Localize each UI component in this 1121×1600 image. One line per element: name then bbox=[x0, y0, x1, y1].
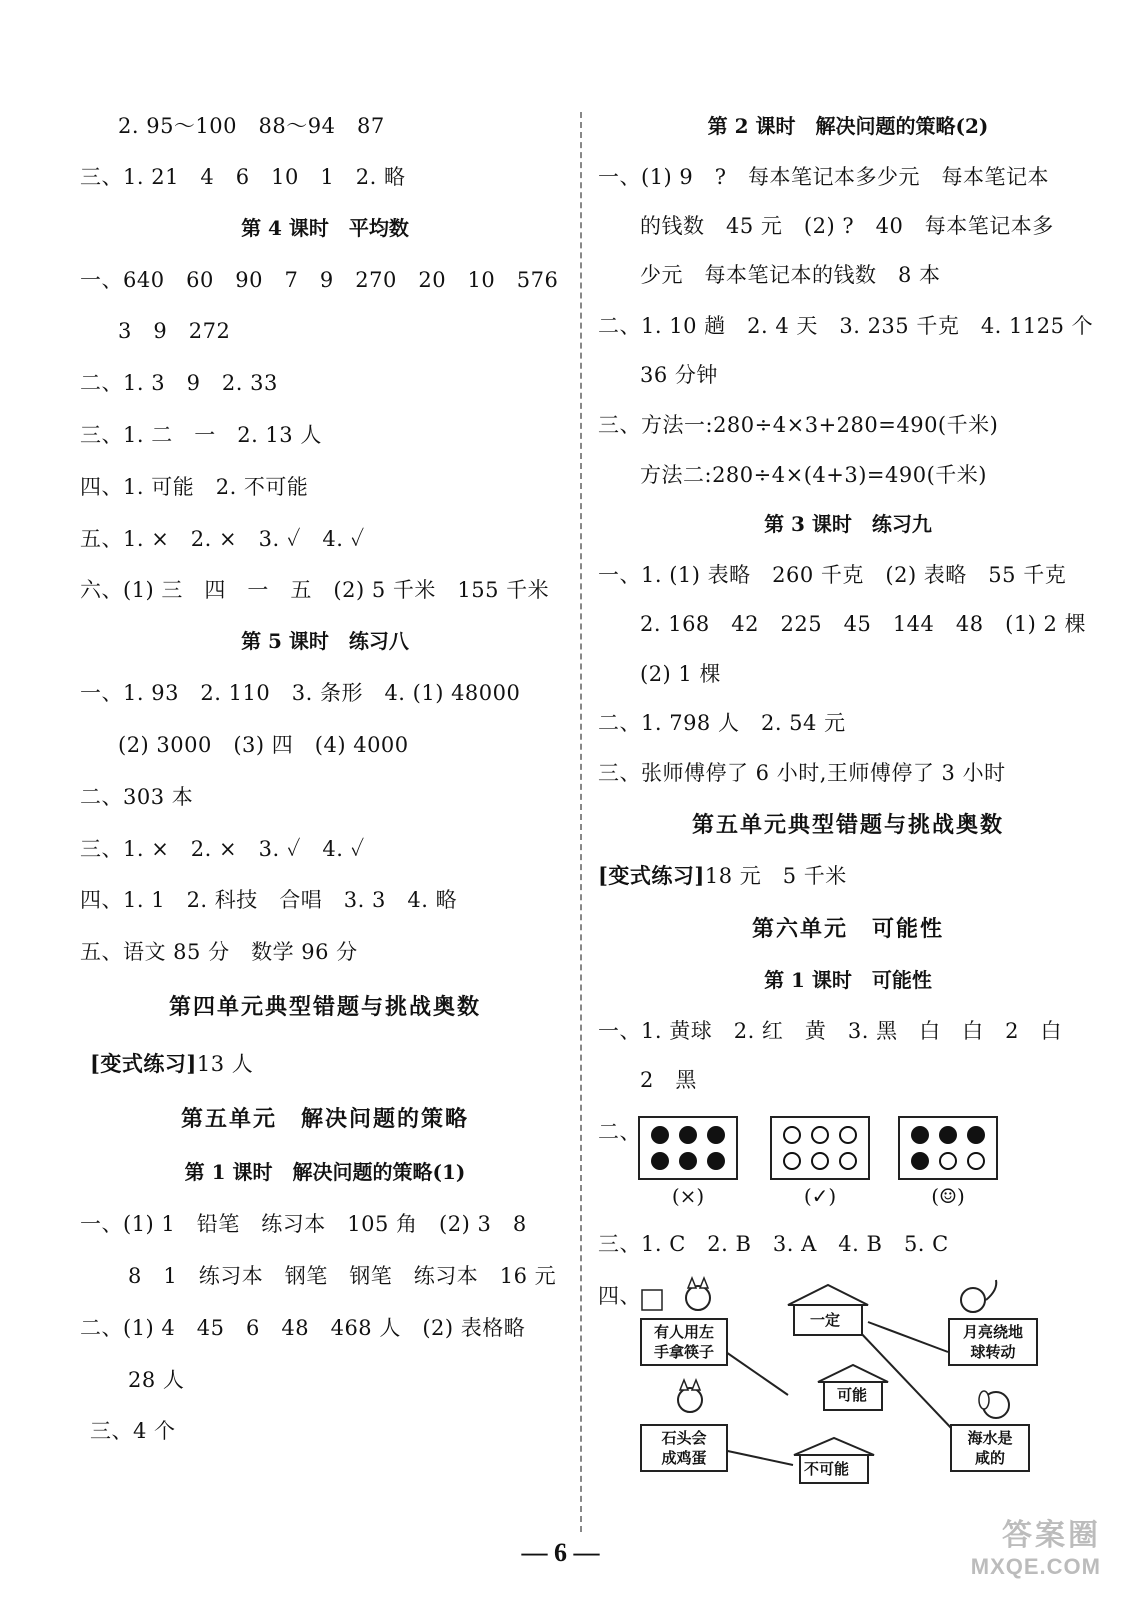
house-label: 一定 bbox=[810, 1311, 841, 1329]
lesson-heading: 第 4 课时 平均数 bbox=[241, 216, 409, 240]
house-label: 可能 bbox=[837, 1386, 868, 1404]
answer-line: 二、(1) 4 45 6 48 468 人 (2) 表格略 bbox=[80, 1316, 526, 1340]
dot-box-1 bbox=[638, 1116, 738, 1180]
black-ball bbox=[939, 1126, 957, 1144]
answer-line: 少元 每本笔记本的钱数 8 本 bbox=[640, 263, 941, 287]
answer-line: 四、1. 可能 2. 不可能 bbox=[80, 475, 309, 499]
watermark-url: MXQE.COM bbox=[970, 1554, 1101, 1579]
answer-line: 三、1. 21 4 6 10 1 2. 略 bbox=[80, 165, 406, 189]
dog-icon bbox=[961, 1280, 996, 1312]
white-ball bbox=[939, 1152, 957, 1170]
match-line bbox=[723, 1450, 793, 1465]
answer-line: 三、1. × 2. × 3. ✓ 4. ✓ bbox=[80, 837, 365, 861]
question-label: 四、 bbox=[598, 1284, 641, 1308]
black-ball bbox=[679, 1126, 697, 1144]
black-ball bbox=[679, 1152, 697, 1170]
answer-line: 36 分钟 bbox=[640, 363, 718, 387]
black-ball bbox=[651, 1126, 669, 1144]
black-ball bbox=[651, 1152, 669, 1170]
answer-line: 三、1. C 2. B 3. A 4. B 5. C bbox=[598, 1232, 949, 1256]
white-ball bbox=[811, 1126, 829, 1144]
answer-line: 一、1. 93 2. 110 3. 条形 4. (1) 48000 bbox=[80, 681, 521, 705]
house-label: 不可能 bbox=[804, 1460, 850, 1478]
lesson-heading: 第 2 课时 解决问题的策略(2) bbox=[707, 114, 989, 138]
answer-line: 的钱数 45 元 (2) ? 40 每本笔记本多 bbox=[640, 214, 1054, 238]
black-ball bbox=[707, 1126, 725, 1144]
dot-box-3 bbox=[898, 1116, 998, 1180]
answer-line: 二、1. 798 人 2. 54 元 bbox=[598, 711, 846, 735]
answer-line: 8 1 练习本 钢笔 钢笔 练习本 16 元 bbox=[128, 1264, 557, 1288]
answer-line: 五、1. × 2. × 3. ✓ 4. ✓ bbox=[80, 527, 365, 551]
answer-line: 28 人 bbox=[128, 1368, 185, 1392]
watermark bbox=[971, 1510, 1101, 1580]
white-ball bbox=[783, 1126, 801, 1144]
white-ball bbox=[839, 1126, 857, 1144]
answer-line: 三、1. 二 一 2. 13 人 bbox=[80, 423, 322, 447]
answer-line: 三、方法一:280÷4×3+280=490(千米) bbox=[598, 413, 999, 437]
black-ball bbox=[911, 1126, 929, 1144]
answer-line: 二、1. 3 9 2. 33 bbox=[80, 371, 278, 395]
cat-icon bbox=[642, 1278, 710, 1310]
event-card: 海水是 咸的 bbox=[950, 1424, 1030, 1472]
answer-mark: (×) bbox=[671, 1184, 705, 1208]
white-ball bbox=[839, 1152, 857, 1170]
answer-line: 一、(1) 1 铅笔 练习本 105 角 (2) 3 8 bbox=[80, 1212, 527, 1236]
answer-line: 一、1. 黄球 2. 红 黄 3. 黑 白 白 2 白 bbox=[598, 1019, 1062, 1043]
match-line bbox=[723, 1350, 788, 1395]
watermark-logo: 答案圈 bbox=[1002, 1519, 1101, 1552]
answer-mark: (☺) bbox=[931, 1184, 965, 1208]
lesson-heading: 第 1 课时 解决问题的策略(1) bbox=[184, 1160, 466, 1184]
white-ball bbox=[811, 1152, 829, 1170]
answer-line: 一、(1) 9 ? 每本笔记本多少元 每本笔记本 bbox=[598, 165, 1050, 189]
page-number: — 6 — bbox=[521, 1538, 600, 1567]
black-ball bbox=[911, 1152, 929, 1170]
answer-line: 方法二:280÷4×(4+3)=490(千米) bbox=[640, 463, 987, 487]
white-ball bbox=[783, 1152, 801, 1170]
unit-heading: 第四单元典型错题与挑战奥数 bbox=[168, 994, 481, 1020]
unit-heading: 第五单元 解决问题的策略 bbox=[180, 1106, 469, 1132]
answer-line: 三、张师傅停了 6 小时,王师傅停了 3 小时 bbox=[598, 761, 1006, 785]
variant-practice-label: [变式练习] bbox=[90, 1051, 197, 1076]
answer-line: 五、语文 85 分 数学 96 分 bbox=[80, 940, 358, 964]
answer-line: 二、303 本 bbox=[80, 785, 194, 809]
answer-line: 一、1. (1) 表略 260 千克 (2) 表略 55 千克 bbox=[598, 563, 1067, 587]
event-card: 石头会 成鸡蛋 bbox=[640, 1424, 728, 1472]
column-divider bbox=[580, 112, 582, 1532]
answer-line: 一、640 60 90 7 9 270 20 10 576 bbox=[80, 268, 559, 292]
answer-line: 四、1. 1 2. 科技 合唱 3. 3 4. 略 bbox=[80, 888, 458, 912]
question-label: 二、 bbox=[598, 1120, 641, 1144]
event-card: 月亮绕地 球转动 bbox=[948, 1318, 1038, 1366]
white-ball bbox=[967, 1152, 985, 1170]
variant-practice-answer: 18 元 5 千米 bbox=[704, 864, 847, 888]
answer-mark: (✓) bbox=[803, 1184, 837, 1208]
answer-line: (2) 3000 (3) 四 (4) 4000 bbox=[118, 733, 409, 757]
dot-box-2 bbox=[770, 1116, 870, 1180]
answer-line: 2. 95～100 88～94 87 bbox=[118, 114, 385, 138]
answer-line bbox=[90, 1050, 253, 1078]
answer-line: 2. 168 42 225 45 144 48 (1) 2 棵 bbox=[640, 612, 1087, 636]
answer-line: 2 黑 bbox=[640, 1068, 697, 1092]
answer-line: 三、4 个 bbox=[90, 1419, 176, 1443]
variant-practice-answer: 13 人 bbox=[196, 1052, 254, 1076]
fox-icon bbox=[678, 1380, 702, 1412]
answer-line: 二、1. 10 趟 2. 4 天 3. 235 千克 4. 1125 个 bbox=[598, 314, 1094, 338]
answer-line: 六、(1) 三 四 一 五 (2) 5 千米 155 千米 bbox=[80, 578, 550, 602]
lesson-heading: 第 1 课时 可能性 bbox=[764, 968, 932, 992]
unit-heading: 第六单元 可能性 bbox=[751, 916, 944, 942]
lesson-heading: 第 3 课时 练习九 bbox=[764, 512, 932, 536]
unit-heading: 第五单元典型错题与挑战奥数 bbox=[691, 812, 1004, 838]
answer-line: (2) 1 棵 bbox=[640, 662, 721, 686]
black-ball bbox=[967, 1126, 985, 1144]
match-line bbox=[868, 1322, 948, 1352]
variant-practice-label: [变式练习] bbox=[598, 863, 705, 888]
black-ball bbox=[707, 1152, 725, 1170]
answer-line: 3 9 272 bbox=[118, 319, 231, 343]
puppy-icon bbox=[979, 1391, 1009, 1418]
event-card: 有人用左 手拿筷子 bbox=[640, 1318, 728, 1366]
lesson-heading: 第 5 课时 练习八 bbox=[241, 629, 409, 653]
answer-line bbox=[598, 862, 847, 890]
